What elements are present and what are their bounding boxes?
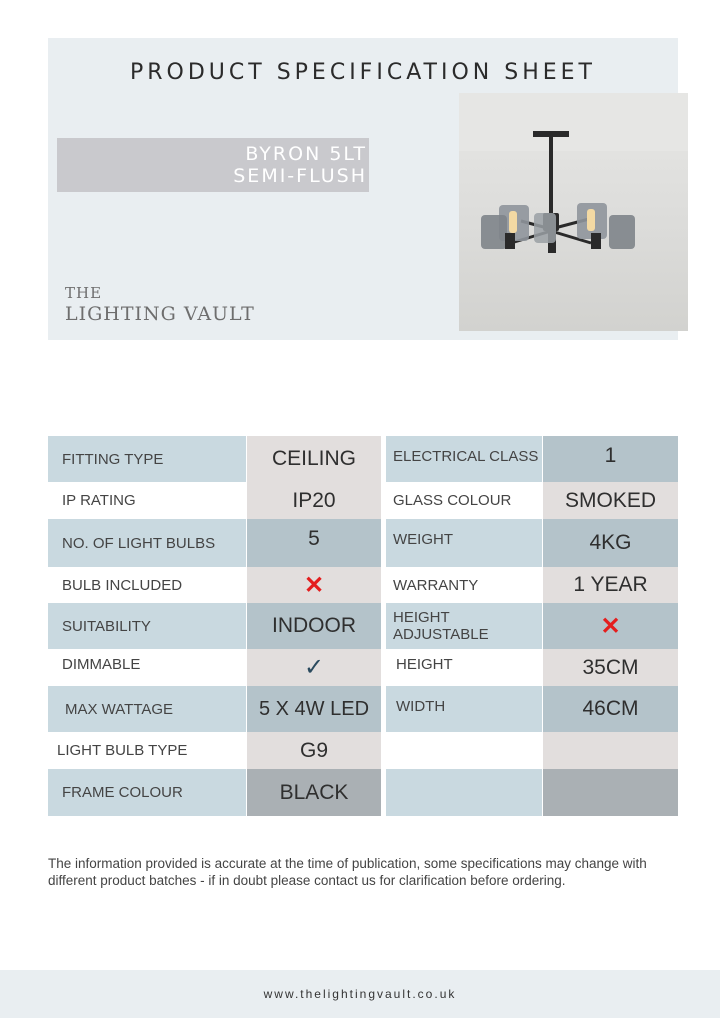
spec-label: ELECTRICAL CLASS [386, 436, 542, 482]
spec-label: IP RATING [48, 482, 246, 519]
spec-label: GLASS COLOUR [386, 482, 542, 519]
spec-value: SMOKED [543, 482, 678, 519]
spec-value: 4KG [543, 519, 678, 567]
spec-label: MAX WATTAGE [48, 686, 246, 732]
cross-icon: ✕ [543, 603, 678, 649]
spec-value: 5 [247, 519, 381, 567]
spec-label: WIDTH [386, 686, 542, 732]
spec-value: BLACK [247, 769, 381, 816]
product-name-line1: BYRON 5LT [245, 143, 367, 165]
product-name [233, 143, 367, 187]
spec-label: SUITABILITY [48, 603, 246, 649]
spec-value [543, 769, 678, 816]
spec-value: G9 [247, 732, 381, 769]
spec-value: IP20 [247, 482, 381, 519]
website-link[interactable]: www.thelightingvault.co.uk [263, 987, 457, 1001]
product-name-line2: SEMI-FLUSH [233, 165, 367, 187]
spec-value: CEILING [247, 436, 381, 482]
spec-label: FRAME COLOUR [48, 769, 246, 816]
spec-value: 46CM [543, 686, 678, 732]
spec-label: WEIGHT [386, 519, 542, 567]
spec-label: LIGHT BULB TYPE [48, 732, 246, 769]
header-panel [48, 38, 678, 340]
brand-logo [65, 284, 255, 325]
spec-table [48, 436, 678, 816]
spec-label [386, 769, 542, 816]
cross-icon: ✕ [247, 567, 381, 603]
spec-label: FITTING TYPE [48, 436, 246, 482]
spec-value: 1 [543, 436, 678, 482]
spec-value [543, 732, 678, 769]
stem [549, 137, 553, 215]
chandelier-photo-icon [459, 93, 688, 331]
product-name-box [57, 138, 369, 192]
product-photo [459, 93, 688, 331]
spec-value: 5 X 4W LED [247, 686, 381, 732]
disclaimer-text: The information provided is accurate at the time of publication, some specifications may change with different product batches - if in doubt please contact us for clarification before ordering. [48, 856, 647, 888]
spec-label: DIMMABLE [48, 649, 246, 686]
footer [0, 970, 720, 1018]
spec-value: 1 YEAR [543, 567, 678, 603]
spec-label: NO. OF LIGHT BULBS [48, 519, 246, 567]
logo-line1: THE [65, 284, 103, 302]
sheet-title: PRODUCT SPECIFICATION SHEET [130, 60, 596, 85]
canopy [533, 131, 569, 137]
logo-line2: LIGHTING VAULT [65, 303, 255, 325]
spec-label: HEIGHT ADJUSTABLE [386, 603, 542, 649]
check-icon: ✓ [247, 649, 381, 686]
spec-label: BULB INCLUDED [48, 567, 246, 603]
spec-value: INDOOR [247, 603, 381, 649]
spec-label [386, 732, 542, 769]
spec-label: HEIGHT [386, 649, 542, 686]
spec-label: WARRANTY [386, 567, 542, 603]
spec-value: 35CM [543, 649, 678, 686]
